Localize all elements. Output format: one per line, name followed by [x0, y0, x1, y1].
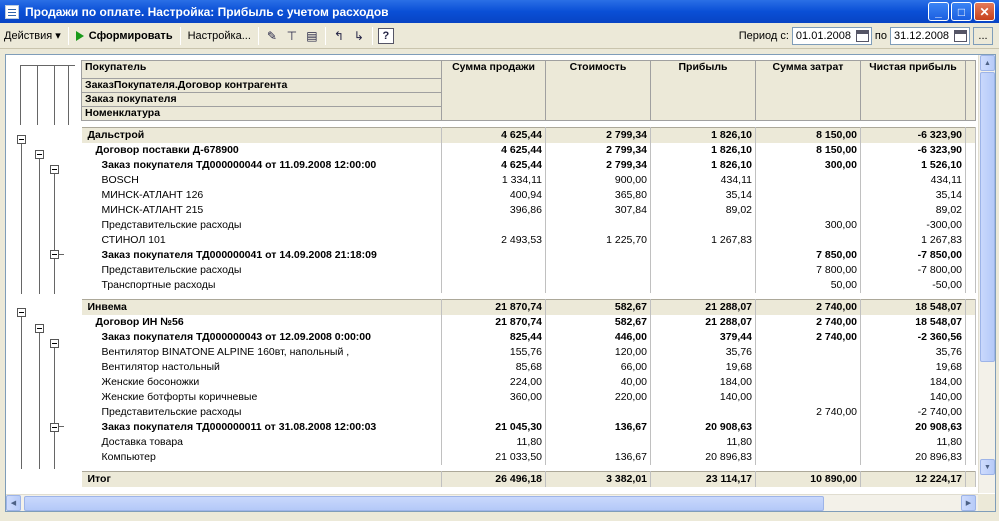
row-value: 1 267,83	[651, 233, 756, 248]
header-row	[82, 61, 976, 79]
table-row[interactable]	[82, 173, 976, 188]
group-row[interactable]	[82, 128, 976, 143]
row-value	[756, 390, 861, 405]
collapse-toggle-icon[interactable]	[50, 250, 59, 259]
row-value: 85,68	[442, 360, 546, 375]
table-row[interactable]	[82, 203, 976, 218]
row-value: 2 799,34	[546, 143, 651, 158]
edit-settings-icon[interactable]: ✎	[266, 28, 277, 43]
row-value: 120,00	[546, 345, 651, 360]
play-icon	[76, 31, 84, 41]
row-value: 396,86	[442, 203, 546, 218]
row-value: 2 740,00	[756, 300, 861, 315]
column-header[interactable]: Чистая прибыль	[861, 61, 966, 121]
help-button[interactable]	[376, 26, 396, 46]
row-value	[546, 278, 651, 293]
row-value: 8 150,00	[756, 128, 861, 143]
row-value: 18 548,07	[861, 300, 966, 315]
row-label: Инвема	[82, 300, 442, 315]
row-value	[442, 405, 546, 420]
row-label: BOSCH	[82, 173, 442, 188]
row-value: 1 826,10	[651, 128, 756, 143]
row-value: 7 800,00	[756, 263, 861, 278]
row-value: -2 360,56	[861, 330, 966, 345]
row-value: 300,00	[756, 218, 861, 233]
minimize-button[interactable]: _	[928, 2, 949, 21]
row-value: -7 800,00	[861, 263, 966, 278]
row-value: 3 382,01	[546, 472, 651, 487]
row-value: -7 850,00	[861, 248, 966, 263]
row-label: Договор поставки Д-678900	[82, 143, 442, 158]
row-value: 2 740,00	[756, 315, 861, 330]
row-value: 140,00	[861, 390, 966, 405]
row-value: 35,76	[861, 345, 966, 360]
calendar-icon[interactable]	[954, 30, 967, 42]
collapse-toggle-icon[interactable]	[35, 324, 44, 333]
period-to-label: по	[874, 30, 887, 42]
save-icon[interactable]: ↳	[353, 28, 364, 43]
row-value	[442, 218, 546, 233]
row-value	[546, 435, 651, 450]
row-value: 400,94	[442, 188, 546, 203]
row-value	[546, 405, 651, 420]
period-from-label: Период с:	[738, 30, 789, 42]
row-value: 11,80	[861, 435, 966, 450]
row-value	[756, 173, 861, 188]
row-label: Женские босоножки	[82, 375, 442, 390]
row-value: 20 908,63	[651, 420, 756, 435]
row-value: 21 288,07	[651, 315, 756, 330]
period-selector	[739, 27, 993, 45]
row-value	[756, 435, 861, 450]
table-row[interactable]	[82, 278, 976, 293]
column-header[interactable]: Прибыль	[651, 61, 756, 121]
column-header[interactable]: Сумма затрат	[756, 61, 861, 121]
header-level-2: ЗаказПокупателя.Договор контрагента	[82, 79, 442, 93]
row-label: Доставка товара	[82, 435, 442, 450]
row-value: 89,02	[861, 203, 966, 218]
row-value: 21 045,30	[442, 420, 546, 435]
row-value	[442, 278, 546, 293]
scroll-up-icon[interactable]: ▲	[980, 55, 995, 71]
row-value: 224,00	[442, 375, 546, 390]
filter-icon[interactable]: ⊤	[286, 28, 298, 43]
row-value: 21 033,50	[442, 450, 546, 465]
row-value: 19,68	[861, 360, 966, 375]
row-value: 446,00	[546, 330, 651, 345]
row-value	[756, 420, 861, 435]
row-label: Заказ покупателя ТД000000041 от 14.09.2008 21:18:09	[82, 248, 442, 263]
row-value: 900,00	[546, 173, 651, 188]
scroll-left-icon[interactable]: ◀	[6, 495, 21, 511]
row-value: -6 323,90	[861, 143, 966, 158]
window-title: Продажи по оплате. Настройка: Прибыль с учетом расходов	[25, 4, 389, 19]
row-value: 4 625,44	[442, 158, 546, 173]
document-icon	[5, 5, 19, 19]
row-value: 7 850,00	[756, 248, 861, 263]
order-row[interactable]	[82, 158, 976, 173]
row-label: Заказ покупателя ТД000000011 от 31.08.2008 12:00:03	[82, 420, 442, 435]
row-value: 582,67	[546, 300, 651, 315]
collapse-toggle-icon[interactable]	[35, 150, 44, 159]
row-value: 434,11	[651, 173, 756, 188]
header-level-3: Заказ покупателя	[82, 93, 442, 107]
vertical-scrollbar[interactable]	[978, 55, 995, 493]
row-value: 1 225,70	[546, 233, 651, 248]
generate-button[interactable]: Сформировать	[72, 26, 177, 46]
row-value	[756, 375, 861, 390]
restore-icon[interactable]: ↰	[333, 28, 344, 43]
row-value	[442, 248, 546, 263]
scroll-down-icon[interactable]: ▼	[980, 459, 995, 475]
row-value: 35,14	[861, 188, 966, 203]
table-row[interactable]	[82, 390, 976, 405]
row-value: 26 496,18	[442, 472, 546, 487]
row-value: 20 908,63	[861, 420, 966, 435]
row-value: 136,67	[546, 420, 651, 435]
row-value: -300,00	[861, 218, 966, 233]
maximize-button[interactable]: □	[951, 2, 972, 21]
row-value: 184,00	[861, 375, 966, 390]
table-icon[interactable]: ▤	[306, 28, 318, 43]
row-value: 11,80	[651, 435, 756, 450]
row-value: -50,00	[861, 278, 966, 293]
row-label: Итог	[82, 472, 442, 487]
row-label: Заказ покупателя ТД000000043 от 12.09.2008 0:00:00	[82, 330, 442, 345]
row-value: 10 890,00	[756, 472, 861, 487]
help-icon: ?	[378, 28, 394, 44]
row-value: 20 896,83	[651, 450, 756, 465]
collapse-toggle-icon[interactable]	[50, 339, 59, 348]
row-value: 825,44	[442, 330, 546, 345]
row-value	[756, 203, 861, 218]
table-row[interactable]	[82, 375, 976, 390]
row-value: 18 548,07	[861, 315, 966, 330]
order-row[interactable]	[82, 248, 976, 263]
table-row[interactable]	[82, 435, 976, 450]
period-from-input[interactable]: 01.01.2008	[792, 27, 872, 45]
table-row[interactable]	[82, 188, 976, 203]
row-value: 12 224,17	[861, 472, 966, 487]
row-value: 365,80	[546, 188, 651, 203]
row-value: -2 740,00	[861, 405, 966, 420]
collapse-toggle-icon[interactable]	[50, 423, 59, 432]
column-header[interactable]: Стоимость	[546, 61, 651, 121]
row-value	[756, 450, 861, 465]
row-value: 21 288,07	[651, 300, 756, 315]
row-value: 20 896,83	[861, 450, 966, 465]
group-row[interactable]	[82, 300, 976, 315]
row-value: 35,76	[651, 345, 756, 360]
row-value: 21 870,74	[442, 300, 546, 315]
grouping-tree	[10, 60, 80, 490]
row-value: 35,14	[651, 188, 756, 203]
row-value	[546, 218, 651, 233]
row-value: 4 625,44	[442, 128, 546, 143]
row-value: 1 826,10	[651, 143, 756, 158]
order-row[interactable]	[82, 420, 976, 435]
row-value: 21 870,74	[442, 315, 546, 330]
row-value: 11,80	[442, 435, 546, 450]
row-value: 360,00	[442, 390, 546, 405]
row-value: 379,44	[651, 330, 756, 345]
row-value: 434,11	[861, 173, 966, 188]
row-value: 66,00	[546, 360, 651, 375]
row-label: Вентилятор BINATONE ALPINE 160вт, напольный ,	[82, 345, 442, 360]
row-label: Заказ покупателя ТД000000044 от 11.09.2008 12:00:00	[82, 158, 442, 173]
contract-row[interactable]	[82, 143, 976, 158]
row-value: 8 150,00	[756, 143, 861, 158]
row-value: -6 323,90	[861, 128, 966, 143]
row-value	[651, 218, 756, 233]
row-value: 40,00	[546, 375, 651, 390]
row-label: Представительские расходы	[82, 405, 442, 420]
row-label: МИНСК-АТЛАНТ 126	[82, 188, 442, 203]
row-label: Компьютер	[82, 450, 442, 465]
scroll-right-icon[interactable]: ▶	[961, 495, 976, 511]
row-value: 1 526,10	[861, 158, 966, 173]
row-value: 220,00	[546, 390, 651, 405]
row-value: 1 267,83	[861, 233, 966, 248]
table-row[interactable]	[82, 450, 976, 465]
row-value	[651, 263, 756, 278]
row-label: МИНСК-АТЛАНТ 215	[82, 203, 442, 218]
contract-row[interactable]	[82, 315, 976, 330]
row-value	[651, 405, 756, 420]
table-row[interactable]	[82, 360, 976, 375]
row-value	[756, 345, 861, 360]
row-value: 2 799,34	[546, 128, 651, 143]
row-label: СТИНОЛ 101	[82, 233, 442, 248]
row-value: 582,67	[546, 315, 651, 330]
row-value: 1 334,11	[442, 173, 546, 188]
row-value: 184,00	[651, 375, 756, 390]
row-value	[756, 188, 861, 203]
row-value: 4 625,44	[442, 143, 546, 158]
collapse-toggle-icon[interactable]	[17, 135, 26, 144]
row-value: 2 740,00	[756, 330, 861, 345]
row-value: 140,00	[651, 390, 756, 405]
order-row[interactable]	[82, 330, 976, 345]
row-value: 307,84	[546, 203, 651, 218]
row-value	[756, 360, 861, 375]
row-label: Договор ИН №56	[82, 315, 442, 330]
report-grid	[81, 60, 975, 490]
row-value: 1 826,10	[651, 158, 756, 173]
row-label: Дальстрой	[82, 128, 442, 143]
row-value: 23 114,17	[651, 472, 756, 487]
table-row[interactable]	[82, 405, 976, 420]
row-label: Представительские расходы	[82, 263, 442, 278]
row-value	[546, 248, 651, 263]
report-area	[5, 54, 996, 512]
column-header[interactable]: Сумма продажи	[442, 61, 546, 121]
row-value: 2 740,00	[756, 405, 861, 420]
header-level-4: Номенклатура	[82, 107, 442, 121]
row-value	[651, 248, 756, 263]
row-label: Представительские расходы	[82, 218, 442, 233]
row-value	[546, 263, 651, 278]
row-value: 2 493,53	[442, 233, 546, 248]
row-label: Транспортные расходы	[82, 278, 442, 293]
table-row[interactable]	[82, 233, 976, 248]
row-value: 50,00	[756, 278, 861, 293]
row-value	[442, 263, 546, 278]
row-value	[651, 278, 756, 293]
period-dialog-button[interactable]: ...	[973, 27, 993, 45]
table-row[interactable]	[82, 263, 976, 278]
row-value: 19,68	[651, 360, 756, 375]
row-value	[756, 233, 861, 248]
collapse-toggle-icon[interactable]	[50, 165, 59, 174]
row-label: Женские ботфорты коричневые	[82, 390, 442, 405]
actions-menu[interactable]: Действия ▾	[4, 29, 61, 42]
header-filler	[966, 61, 976, 121]
row-label: Вентилятор настольный	[82, 360, 442, 375]
settings-button[interactable]: Настройка...	[187, 29, 251, 42]
row-value: 2 799,34	[546, 158, 651, 173]
calendar-icon[interactable]	[856, 30, 869, 42]
table-row[interactable]	[82, 218, 976, 233]
row-value: 89,02	[651, 203, 756, 218]
row-value: 136,67	[546, 450, 651, 465]
row-value: 300,00	[756, 158, 861, 173]
row-value: 155,76	[442, 345, 546, 360]
period-to-input[interactable]: 31.12.2008	[890, 27, 970, 45]
table-row[interactable]	[82, 345, 976, 360]
horizontal-scrollbar[interactable]	[6, 494, 979, 511]
title-bar	[0, 0, 999, 23]
close-button[interactable]: ✕	[974, 2, 995, 21]
header-level-1: Покупатель	[82, 61, 442, 79]
total-row[interactable]	[82, 472, 976, 487]
collapse-toggle-icon[interactable]	[17, 308, 26, 317]
